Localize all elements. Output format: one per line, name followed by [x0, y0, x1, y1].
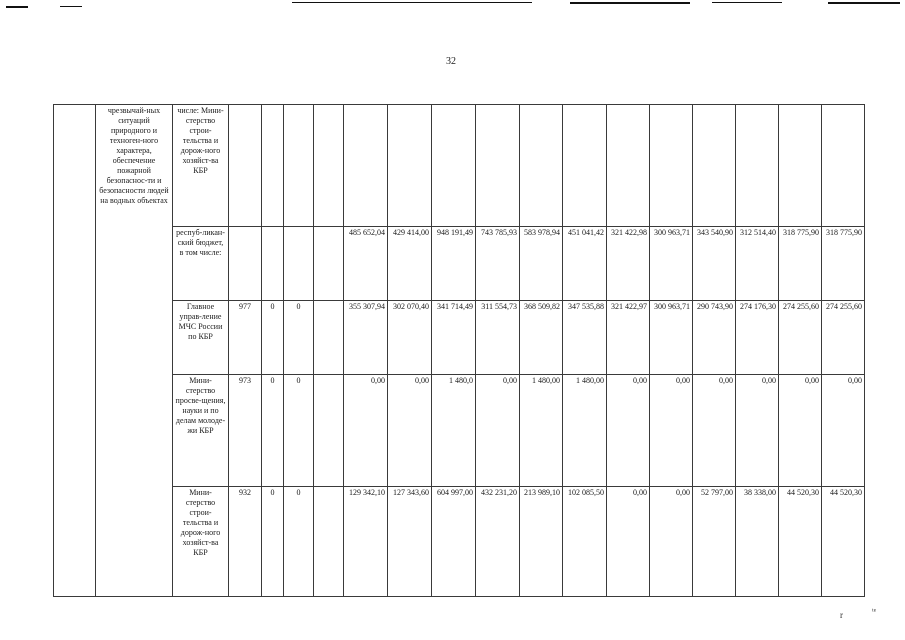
code-cell: 0 [284, 375, 314, 487]
value-cell: 0,00 [476, 375, 520, 487]
value-cell: 343 540,90 [693, 227, 736, 301]
grbs-cell [229, 105, 262, 227]
value-cell: 0,00 [607, 375, 650, 487]
value-cell: 318 775,90 [779, 227, 822, 301]
empty-cell [314, 487, 344, 597]
empty-cell [314, 227, 344, 301]
value-cell [736, 105, 779, 227]
corner-mark: ᵗᵉ [872, 606, 877, 616]
value-cell: 300 963,71 [650, 227, 693, 301]
scan-artifact-line [292, 2, 532, 3]
table-row [54, 105, 865, 227]
value-cell: 948 191,49 [432, 227, 476, 301]
value-cell: 429 414,00 [388, 227, 432, 301]
value-cell: 321 422,98 [607, 227, 650, 301]
value-cell: 274 255,60 [779, 301, 822, 375]
empty-cell [314, 375, 344, 487]
grbs-cell: 932 [229, 487, 262, 597]
value-cell [693, 105, 736, 227]
value-cell: 451 041,42 [563, 227, 607, 301]
scan-artifact-line [828, 2, 900, 4]
value-cell: 0,00 [650, 487, 693, 597]
value-cell: 302 070,40 [388, 301, 432, 375]
code-cell [262, 227, 284, 301]
code-cell: 0 [262, 301, 284, 375]
value-cell [779, 105, 822, 227]
value-cell: 0,00 [779, 375, 822, 487]
code-cell [284, 105, 314, 227]
scan-artifact-line [712, 2, 782, 3]
value-cell: 0,00 [388, 375, 432, 487]
program-cell [54, 105, 96, 597]
code-cell: 0 [284, 301, 314, 375]
value-cell: 38 338,00 [736, 487, 779, 597]
empty-cell [314, 301, 344, 375]
value-cell: 1 480,00 [563, 375, 607, 487]
value-cell: 44 520,30 [779, 487, 822, 597]
scan-artifact-line [60, 6, 82, 7]
value-cell: 1 480,0 [432, 375, 476, 487]
value-cell [388, 105, 432, 227]
value-cell [563, 105, 607, 227]
value-cell: 347 535,88 [563, 301, 607, 375]
code-cell [284, 227, 314, 301]
value-cell: 127 343,60 [388, 487, 432, 597]
value-cell: 583 978,94 [520, 227, 563, 301]
value-cell: 604 997,00 [432, 487, 476, 597]
value-cell [650, 105, 693, 227]
code-cell: 0 [284, 487, 314, 597]
executor-cell: респуб-ликан-ский бюджет, в том числе: [173, 227, 229, 301]
value-cell: 311 554,73 [476, 301, 520, 375]
value-cell: 743 785,93 [476, 227, 520, 301]
page-number: 32 [446, 56, 456, 67]
grbs-cell: 977 [229, 301, 262, 375]
executor-cell: Главное управ-ление МЧС России по КБР [173, 301, 229, 375]
value-cell: 318 775,90 [822, 227, 865, 301]
scan-artifact-line [6, 6, 28, 8]
value-cell: 290 743,90 [693, 301, 736, 375]
value-cell: 274 176,30 [736, 301, 779, 375]
value-cell: 213 989,10 [520, 487, 563, 597]
value-cell [476, 105, 520, 227]
subprogram-cell: чрезвычай-ных ситуаций природного и техноген-ного характера, обеспечение пожарной безопаснос-ти и безопасности людей на водных объектах [96, 105, 173, 597]
value-cell: 300 963,71 [650, 301, 693, 375]
value-cell: 321 422,97 [607, 301, 650, 375]
value-cell [432, 105, 476, 227]
value-cell [822, 105, 865, 227]
value-cell: 0,00 [344, 375, 388, 487]
value-cell: 0,00 [736, 375, 779, 487]
table-row [54, 487, 865, 597]
value-cell [520, 105, 563, 227]
value-cell: 0,00 [650, 375, 693, 487]
value-cell: 368 509,82 [520, 301, 563, 375]
executor-cell: Мини-стерство строи-тельства и дорож-ного хозяйст-ва КБР [173, 487, 229, 597]
value-cell: 485 652,04 [344, 227, 388, 301]
value-cell: 102 085,50 [563, 487, 607, 597]
corner-mark: r [840, 610, 843, 620]
code-cell [262, 105, 284, 227]
budget-table [53, 104, 865, 597]
value-cell [344, 105, 388, 227]
value-cell: 1 480,00 [520, 375, 563, 487]
executor-cell: числе: Мини-стерство строи-тельства и дорож-ного хозяйст-ва КБР [173, 105, 229, 227]
value-cell: 341 714,49 [432, 301, 476, 375]
value-cell: 355 307,94 [344, 301, 388, 375]
grbs-cell: 973 [229, 375, 262, 487]
value-cell [607, 105, 650, 227]
code-cell: 0 [262, 487, 284, 597]
code-cell: 0 [262, 375, 284, 487]
value-cell: 44 520,30 [822, 487, 865, 597]
table-row [54, 301, 865, 375]
value-cell: 312 514,40 [736, 227, 779, 301]
value-cell: 274 255,60 [822, 301, 865, 375]
value-cell: 432 231,20 [476, 487, 520, 597]
value-cell: 0,00 [693, 375, 736, 487]
table-row [54, 227, 865, 301]
scan-artifact-line [570, 2, 690, 4]
value-cell: 52 797,00 [693, 487, 736, 597]
table-row [54, 375, 865, 487]
executor-cell: Мини-стерство просве-щения, науки и по делам молоде-жи КБР [173, 375, 229, 487]
empty-cell [314, 105, 344, 227]
grbs-cell [229, 227, 262, 301]
value-cell: 0,00 [607, 487, 650, 597]
value-cell: 129 342,10 [344, 487, 388, 597]
value-cell: 0,00 [822, 375, 865, 487]
